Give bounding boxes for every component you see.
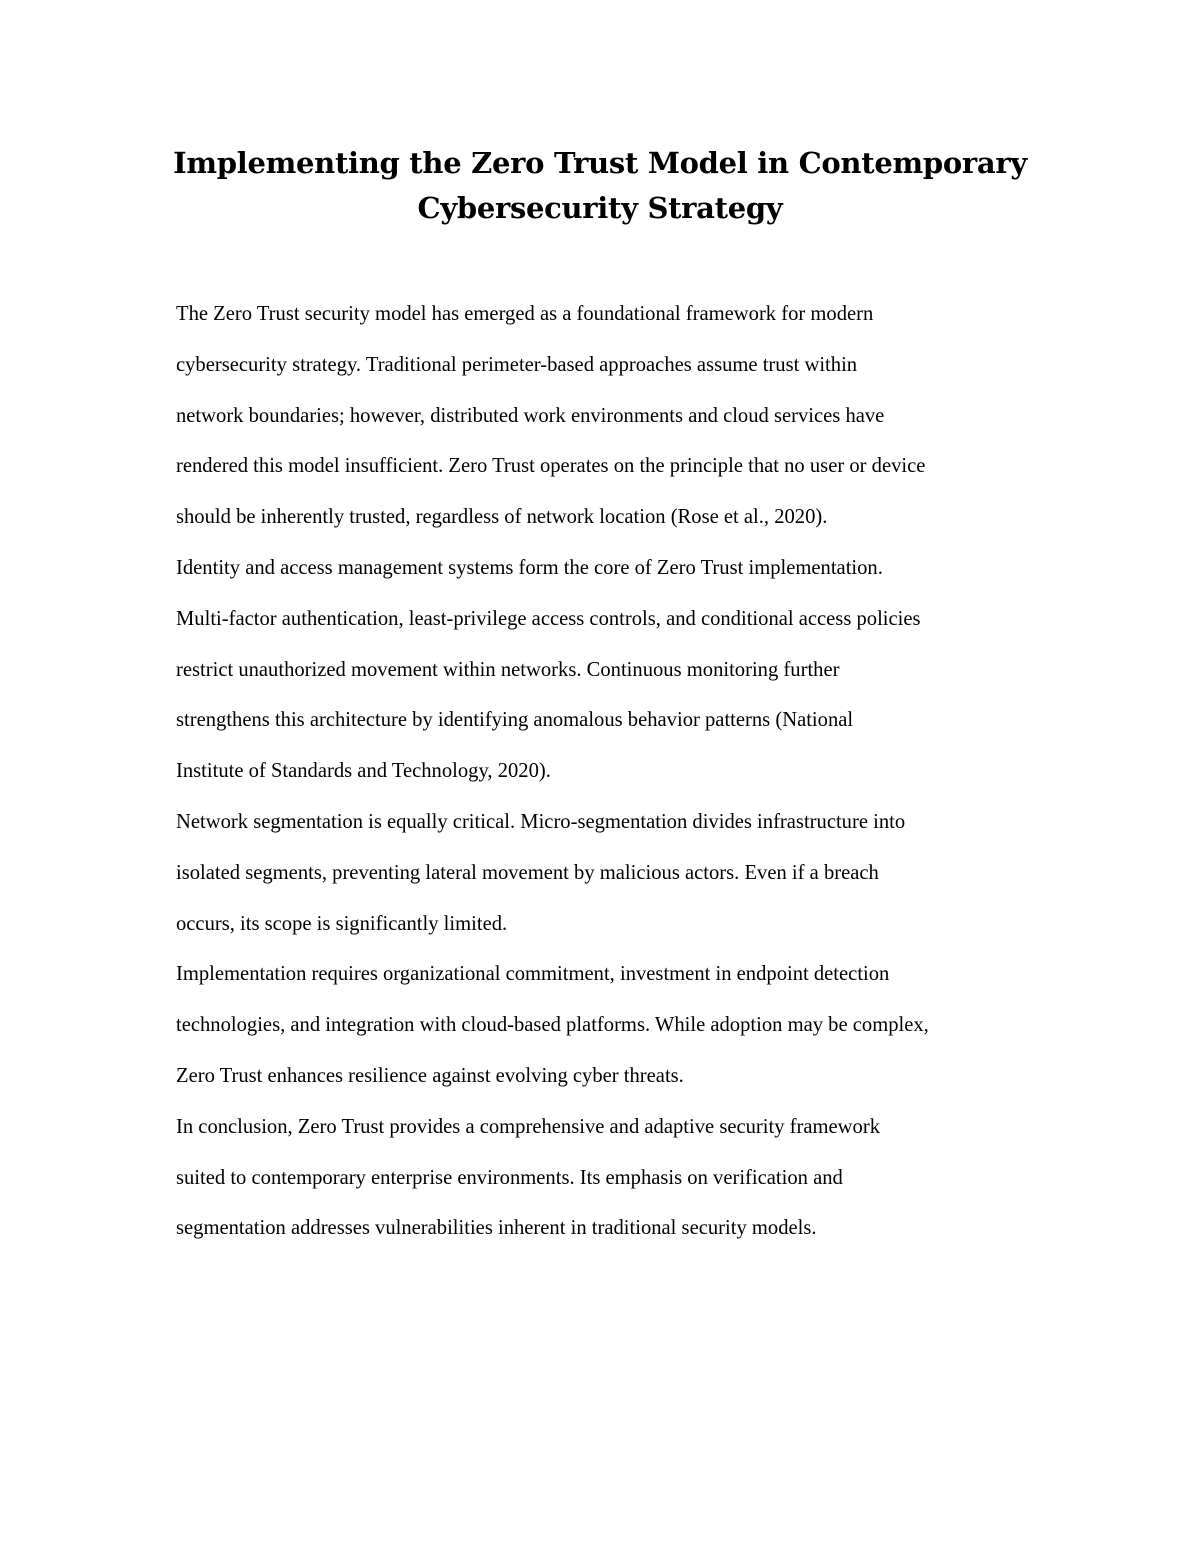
- paragraph-line: technologies, and integration with cloud-based platforms. While adoption may be complex,: [176, 1014, 929, 1037]
- document-title: [150, 141, 1050, 231]
- paragraph-line: should be inherently trusted, regardless of network location (Rose et al., 2020).: [176, 506, 828, 529]
- paragraph-line: cybersecurity strategy. Traditional perimeter-based approaches assume trust within: [176, 353, 858, 376]
- paragraph-conclusion: [176, 1102, 1056, 1254]
- paragraph-line: Zero Trust enhances resilience against evolving cyber threats.: [176, 1064, 684, 1087]
- document-body: [176, 289, 1056, 1254]
- paragraph-line: restrict unauthorized movement within networks. Continuous monitoring further: [176, 658, 840, 681]
- paragraph-line: segmentation addresses vulnerabilities inherent in traditional security models.: [176, 1217, 817, 1240]
- paragraph-identity-access: [176, 543, 1056, 797]
- paragraph-line: Multi-factor authentication, least-privilege access controls, and conditional access policies: [176, 607, 921, 630]
- paragraph-line: Institute of Standards and Technology, 2020).: [176, 760, 551, 783]
- paragraph-line: suited to contemporary enterprise environments. Its emphasis on verification and: [176, 1166, 843, 1189]
- paragraph-segmentation: [176, 797, 1056, 949]
- paragraph-line: Implementation requires organizational commitment, investment in endpoint detection: [176, 963, 890, 986]
- paragraph-implementation: [176, 949, 1056, 1101]
- paragraph-line: The Zero Trust security model has emerged as a foundational framework for modern: [176, 303, 874, 325]
- paragraph-line: isolated segments, preventing lateral movement by malicious actors. Even if a breach: [176, 861, 879, 884]
- paragraph-line: Network segmentation is equally critical. Micro-segmentation divides infrastructure into: [176, 810, 906, 833]
- paragraph-line: occurs, its scope is significantly limited.: [176, 912, 508, 935]
- paragraph-line: rendered this model insufficient. Zero Trust operates on the principle that no user or device: [176, 455, 926, 478]
- paragraph-line: Identity and access management systems form the core of Zero Trust implementation.: [176, 556, 883, 579]
- paragraph-line: strengthens this architecture by identifying anomalous behavior patterns (National: [176, 709, 854, 732]
- document-title-line-1: Implementing the Zero Trust Model in Contemporary: [173, 146, 1027, 180]
- paragraph-line: In conclusion, Zero Trust provides a comprehensive and adaptive security framework: [176, 1115, 880, 1138]
- paragraph-intro: [176, 289, 1056, 543]
- document-title-line-2: Cybersecurity Strategy: [417, 191, 783, 225]
- paragraph-line: network boundaries; however, distributed work environments and cloud services have: [176, 404, 885, 427]
